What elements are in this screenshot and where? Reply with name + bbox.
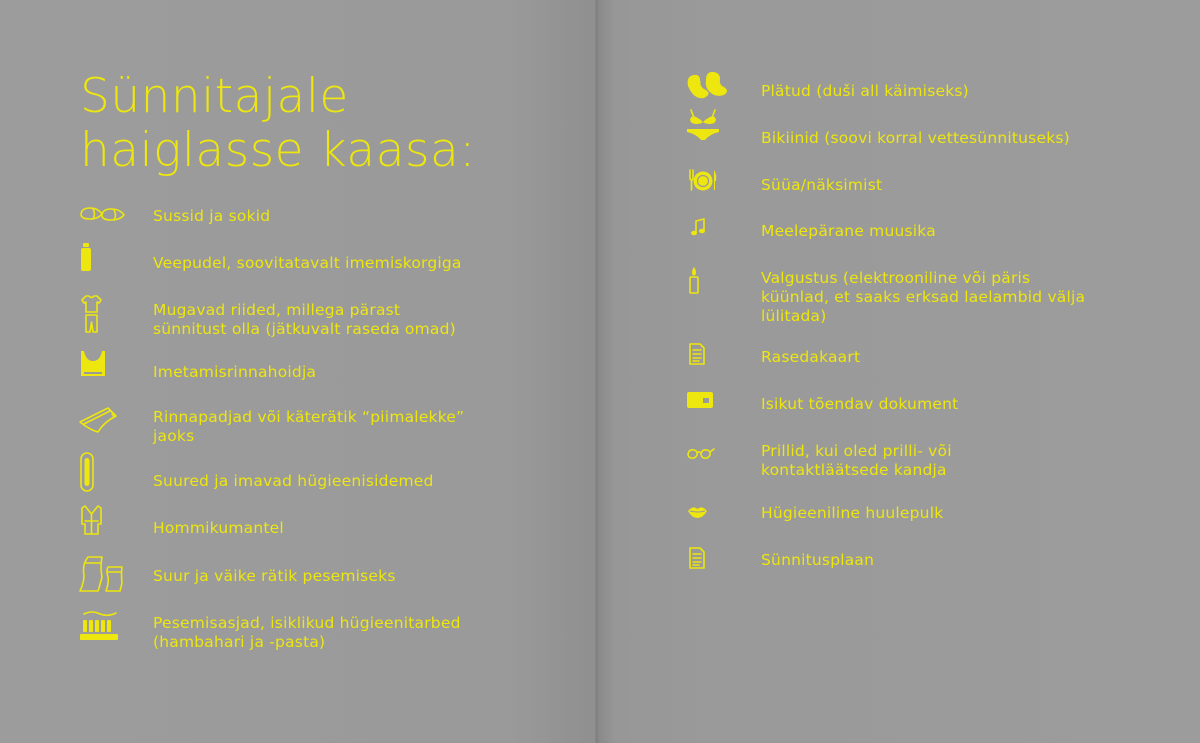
list-item-label: Suured ja imavad hügieenisidemed	[153, 472, 434, 490]
document-icon	[686, 340, 734, 380]
nursing-bra-icon	[78, 350, 126, 390]
toothbrush-icon	[78, 608, 126, 648]
list-item-label: Valgustus (elektrooniline või päris küünlad, et saaks erksad laelambid välja lülitada)	[761, 269, 1086, 325]
page-title	[80, 70, 476, 178]
water-bottle-icon	[78, 240, 126, 280]
glasses-icon	[686, 440, 734, 480]
bikini-icon	[686, 108, 734, 148]
list-item-label: Rinnapadjad või käterätik “piimalekke” jaoks	[153, 408, 465, 445]
list-item-label: Süüa/näksimist	[761, 176, 883, 194]
towels-icon	[78, 553, 126, 593]
list-item-label: Rasedakaart	[761, 348, 861, 366]
list-item-label: Hügieeniline huulepulk	[761, 504, 944, 522]
document-icon	[686, 544, 734, 584]
title-line-2: haiglasse kaasa:	[80, 123, 476, 178]
title-line-1: Sünnitajale	[80, 69, 349, 124]
list-item-label: Hommikumantel	[153, 519, 284, 537]
candle-icon	[686, 264, 734, 304]
list-item-label: Veepudel, soovitatavalt imemiskorgiga	[153, 254, 462, 272]
flip-flops-icon	[686, 68, 734, 108]
list-item-label: Meelepärane muusika	[761, 222, 936, 240]
bathrobe-icon	[78, 504, 126, 544]
slippers-icon	[78, 198, 126, 238]
list-item-label: Plätud (duši all käimiseks)	[761, 82, 969, 100]
id-card-icon	[686, 388, 734, 428]
list-item-label: Prillid, kui oled prilli- või kontaktläätsede kandja	[761, 442, 952, 479]
music-note-icon	[686, 214, 734, 254]
list-item-label: Sussid ja sokid	[153, 207, 271, 225]
list-item-label: Bikiinid (soovi korral vettesünnituseks)	[761, 129, 1070, 147]
list-item-label: Sünnitusplaan	[761, 551, 875, 569]
book-spine	[595, 0, 599, 743]
sanitary-pad-icon	[78, 452, 126, 492]
plate-cutlery-icon	[686, 166, 734, 206]
lips-icon	[686, 498, 734, 538]
list-item-label: Imetamisrinnahoidja	[153, 363, 317, 381]
list-item-label: Isikut tõendav dokument	[761, 395, 959, 413]
towel-icon	[78, 404, 126, 444]
list-item-label: Suur ja väike rätik pesemiseks	[153, 567, 396, 585]
clothes-icon	[78, 294, 126, 334]
list-item-label: Pesemisasjad, isiklikud hügieenitarbed (hambahari ja -pasta)	[153, 614, 461, 651]
list-item-label: Mugavad riided, millega pärast sünnitust olla (jätkuvalt raseda omad)	[153, 301, 456, 338]
